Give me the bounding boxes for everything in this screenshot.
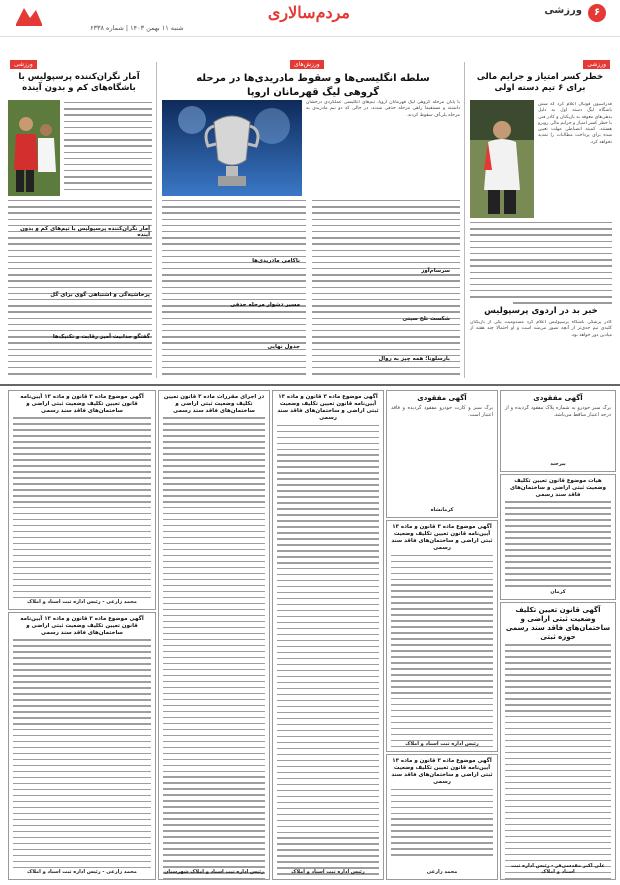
- masthead: [0, 0, 620, 37]
- right-kicker: ورزشی: [583, 60, 610, 69]
- center-kicker: ورزش‌های: [290, 60, 324, 69]
- left-kicker: ورزشی: [10, 60, 37, 69]
- center-subhead-1: سرسام‌آور: [421, 268, 450, 274]
- right-headline: خطر کسر امتیاز و جرایم مالی برای ۶ تیم دسته اولی: [476, 72, 604, 94]
- left-headline: آمار نگران‌کننده پرسپولیس با باشگاه‌های کم و بدون آینده: [18, 72, 140, 94]
- center-subhead-5: مسیر دشوار مرحله حذفی: [230, 302, 300, 308]
- notice-lost-1: آگهی مفقودی برگ سبز خودرو به شماره پلاک مفقود گردیده و از درجه اعتبار ساقط می‌باشد. بیرجند: [500, 390, 616, 472]
- newspaper-logo: مردم‌سالاری: [267, 3, 350, 22]
- right-story2-body: کادر پزشکی باشگاه پرسپولیس اعلام کرد مصدومیت یکی از بازیکنان کلیدی تیم جدی‌تر از آنچه تصور می‌شد است و او احتمالا چند هفته از میادین دور خواهد بود.: [470, 320, 612, 338]
- notice-land-3: هیات موضوع قانون تعیین تکلیف وضعیت ثبتی اراضی و ساختمان‌های فاقد سند رسمی کرمان: [500, 474, 616, 600]
- right-story-text: [470, 222, 612, 304]
- left-story-intro: [64, 102, 152, 196]
- notice-land-6: در اجرای مقررات ماده ۳ قانون تعیین تکلیف وضعیت ثبتی اراضی و ساختمان‌های فاقد سند رسمی رئیس اداره ثبت اسناد و املاک شهرستان: [158, 390, 270, 880]
- notice-lost-2: آگهی مفقودی برگ سبز و کارت خودرو مفقود گردیده و فاقد اعتبار است. کرمانشاه: [386, 390, 498, 518]
- right-story-body: فدراسیون فوتبال اعلام کرد که شش باشگاه لیگ دسته اول به دلیل بدهی‌های معوقه به بازیکنان و کادر فنی با خطر کسر امتیاز و جرایم مالی روبرو هستند. کمیته انضباطی مهلت تعیین شده برای پرداخت مطالبات را تمدید نخواهد کرد.: [538, 102, 612, 145]
- center-story-body: با پایان مرحله گروهی لیگ قهرمانان اروپا، تیم‌های انگلیسی عملکردی درخشان داشتند و مستقیما راهی مرحله حذفی شدند، در حالی که دو تیم مادریدی به مرحله پلی‌آف سقوط کردند.: [306, 100, 460, 118]
- left-subhead-3: گفتگو جذابیت آمیز رقابت و تکنیک‌ها: [52, 334, 150, 340]
- issue-line: شنبه ۱۱ بهمن ۱۴۰۳ | شماره ۶۳۳۸: [90, 24, 184, 32]
- page-number: ۶: [588, 4, 606, 22]
- center-subhead-2: شکست تلخ سیتی: [402, 316, 450, 322]
- notice-land-7: آگهی موضوع ماده ۳ قانون و ماده ۱۳ آیین‌نامه قانون تعیین تکلیف وضعیت ثبتی اراضی و ساختمان‌های فاقد سند رسمی محمد زارعی - رئیس اداره ثبت اسناد و املاک: [8, 390, 156, 610]
- center-subhead-3: بارسلونا؛ همه چیز به روال: [378, 356, 450, 362]
- center-subhead-4: ناکامی مادریدی‌ها: [252, 258, 300, 264]
- center-subhead-6: جدول نهایی: [267, 344, 300, 350]
- left-subhead-2: پرحاشیه‌گی و اشتباهی گوی برای گل: [50, 292, 150, 298]
- center-story-text-left: [162, 200, 306, 378]
- brand-mark-icon: [14, 4, 44, 28]
- trophy-photo: [162, 100, 302, 196]
- players-photo: [8, 100, 60, 196]
- left-subhead-1: آمار نگران‌کننده پرسپولیس با تیم‌های کم و بدون آینده: [20, 226, 150, 238]
- center-story-text-right: [312, 200, 460, 378]
- notice-land-1: آگهی موضوع ماده ۳ قانون و ماده ۱۳ آیین‌نامه قانون تعیین تکلیف وضعیت ثبتی اراضی و ساختمان‌های فاقد سند رسمی رئیس اداره ثبت اسناد و املاک: [386, 520, 498, 752]
- notice-land-4: آگهی قانون تعیین تکلیف وضعیت ثبتی اراضی و ساختمان‌های فاقد سند رسمی حوزه ثبتی علی اکبر مقدسی‌فر - رئیس اداره ثبت اسناد و املاک: [500, 602, 616, 880]
- notice-land-5: آگهی موضوع ماده ۳ قانون و ماده ۱۳ آیین‌نامه قانون تعیین تکلیف وضعیت ثبتی اراضی و ساختمان‌های فاقد سند رسمی رئیس اداره ثبت اسناد و املاک: [272, 390, 384, 880]
- section-name: ورزشی: [544, 5, 582, 16]
- notice-land-8: آگهی موضوع ماده ۳ قانون و ماده ۱۳ آیین‌نامه قانون تعیین تکلیف وضعیت ثبتی اراضی و ساختمان‌های فاقد سند رسمی محمد زارعی - رئیس اداره ثبت اسناد و املاک: [8, 612, 156, 880]
- notice-land-2: آگهی موضوع ماده ۳ قانون و ماده ۱۳ آیین‌نامه قانون تعیین تکلیف وضعیت ثبتی اراضی و ساختمان‌های فاقد سند رسمی محمد زارعی: [386, 754, 498, 880]
- right-headline-2: خبر بد در اردوی پرسپولیس: [484, 306, 598, 316]
- player-photo: [470, 100, 534, 218]
- center-headline: سلطه انگلیسی‌ها و سقوط مادریدی‌ها در مرحله گروهی لیگ قهرمانان اروپا: [196, 73, 430, 98]
